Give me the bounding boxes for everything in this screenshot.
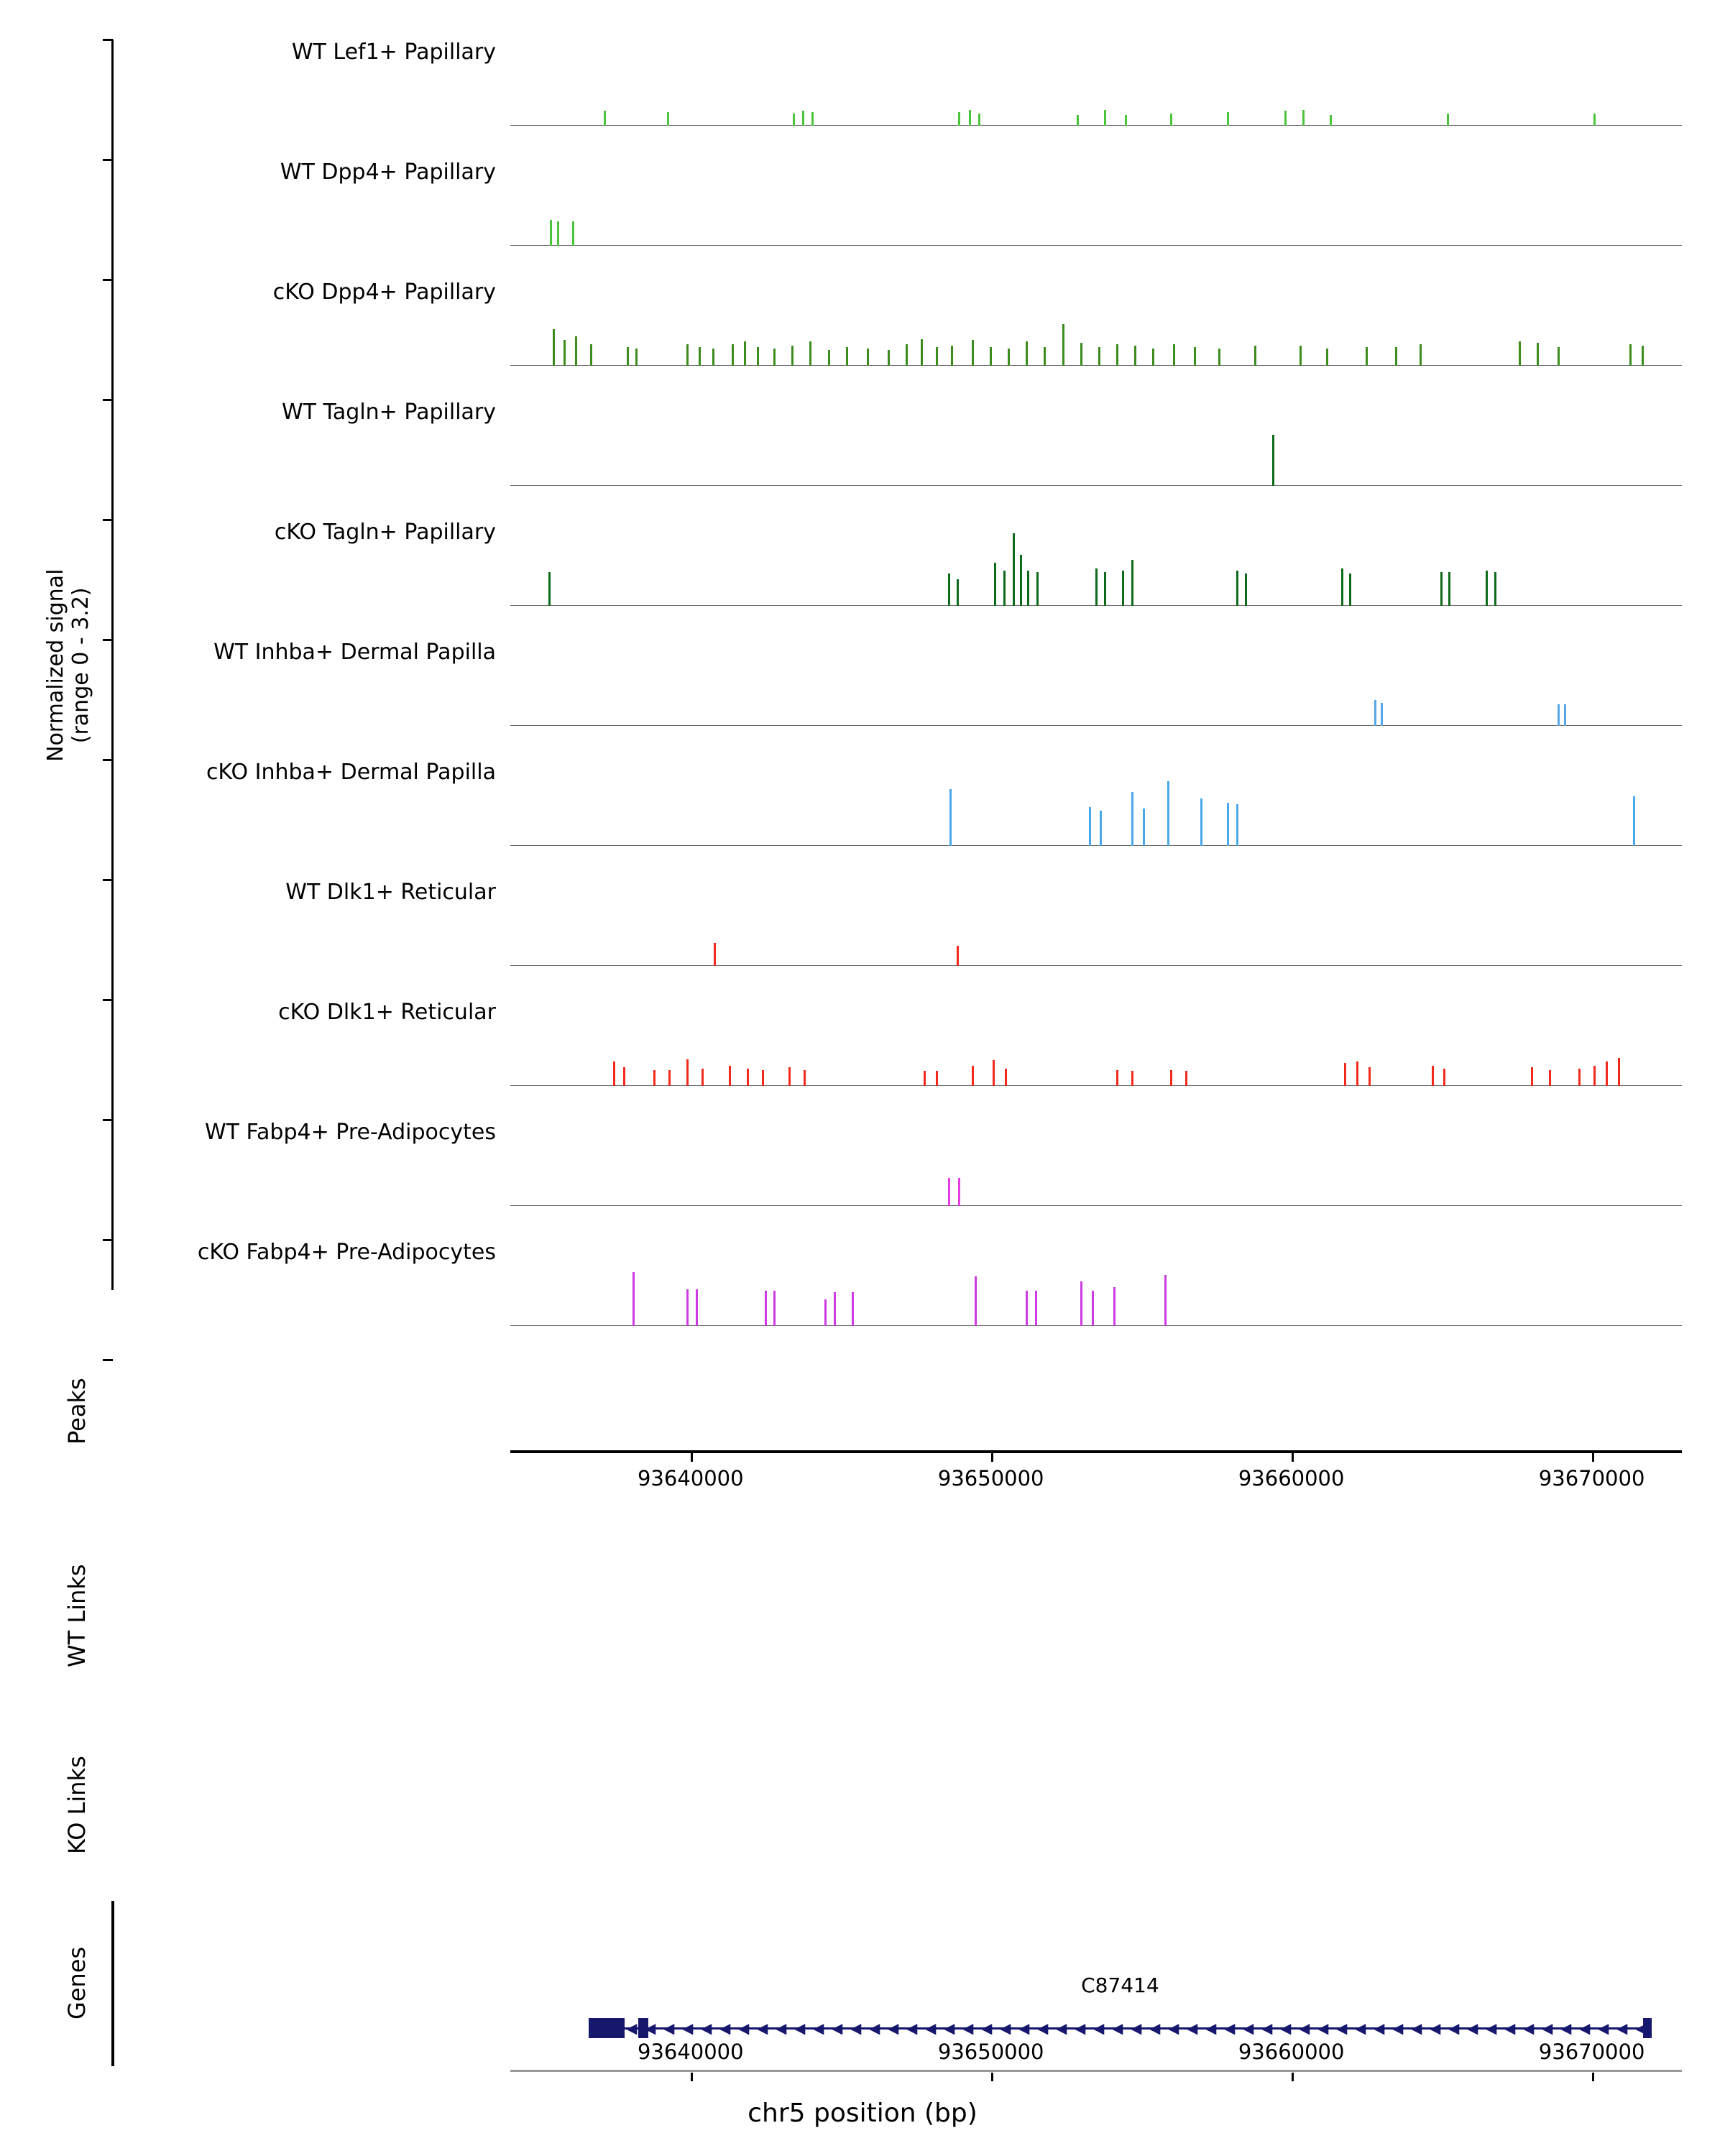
signal-peak <box>1125 115 1127 126</box>
signal-peak <box>924 1071 926 1086</box>
y-axis-label-line2: (range 0 - 3.2) <box>68 587 94 744</box>
signal-peak <box>1432 1066 1434 1086</box>
signal-peak <box>1606 1061 1608 1086</box>
gene-strand-arrow-icon: ◀ <box>681 2019 694 2037</box>
signal-peak <box>1044 347 1046 366</box>
signal-peak <box>1131 792 1133 846</box>
signal-peak <box>1549 1070 1551 1087</box>
gene-strand-arrow-icon: ◀ <box>962 2019 974 2037</box>
gene-strand-arrow-icon: ◀ <box>999 2019 1011 2037</box>
gene-strand-arrow-icon: ◀ <box>887 2019 899 2037</box>
axis-tick <box>691 2073 693 2081</box>
signal-peak <box>1100 811 1102 846</box>
signal-peak <box>575 336 577 366</box>
signal-peak <box>1420 344 1422 366</box>
gene-name: C87414 <box>1081 1973 1159 1997</box>
signal-peak <box>1131 1071 1133 1086</box>
signal-peak <box>765 1291 767 1326</box>
axis-tick-label: 93650000 <box>937 2040 1044 2064</box>
signal-peak <box>1080 343 1082 366</box>
signal-peak <box>1356 1061 1358 1086</box>
signal-peak <box>1152 349 1154 366</box>
signal-peak <box>1170 1070 1172 1087</box>
peaks-axis-line <box>510 1450 1682 1453</box>
gene-strand-arrow-icon: ◀ <box>1634 2019 1647 2037</box>
signal-peak <box>1122 571 1124 606</box>
signal-peak <box>762 1070 764 1087</box>
gene-strand-arrow-icon: ◀ <box>737 2019 750 2037</box>
signal-peak <box>1618 1058 1620 1086</box>
signal-peak <box>804 1070 806 1087</box>
signal-peak <box>948 573 950 606</box>
signal-peak <box>1448 572 1450 606</box>
track-signal-area <box>510 1240 1682 1326</box>
axis-tick-label: 93640000 <box>637 1466 744 1491</box>
signal-peak <box>635 349 638 366</box>
signal-peak <box>1013 533 1015 606</box>
track-baseline <box>510 245 1682 247</box>
signal-peak <box>604 111 606 126</box>
coverage-track <box>0 1240 1725 1326</box>
signal-peak <box>613 1061 615 1086</box>
track-label: WT Inhba+ Dermal Papilla <box>213 640 496 665</box>
gene-strand-arrow-icon: ◀ <box>906 2019 918 2037</box>
signal-peak <box>557 221 559 246</box>
signal-peak <box>1531 1067 1533 1086</box>
signal-peak <box>824 1299 827 1327</box>
track-signal-area <box>510 520 1682 606</box>
signal-peak <box>1245 573 1247 606</box>
gene-strand-arrow-icon: ◀ <box>719 2019 731 2037</box>
axis-tick-label: 93670000 <box>1538 1466 1645 1491</box>
track-signal-area <box>510 640 1682 726</box>
signal-peak <box>1486 571 1488 606</box>
signal-peak <box>1447 114 1449 126</box>
signal-peak <box>1077 115 1079 126</box>
signal-peak <box>686 1059 689 1087</box>
axis-tick <box>691 1453 693 1462</box>
signal-peak <box>1302 110 1305 126</box>
signal-peak <box>936 347 938 366</box>
axis-tick <box>1292 1453 1294 1462</box>
signal-peak <box>990 347 992 366</box>
gene-strand-arrow-icon: ◀ <box>794 2019 806 2037</box>
signal-peak <box>668 1070 671 1087</box>
axis-tick-label: 93660000 <box>1238 2040 1345 2064</box>
signal-peak <box>1104 572 1106 606</box>
signal-peak <box>773 1291 776 1326</box>
signal-peak <box>994 563 996 606</box>
signal-peak <box>846 347 848 366</box>
signal-peak <box>949 789 952 846</box>
signal-peak <box>867 349 869 366</box>
coverage-track <box>0 1000 1725 1086</box>
coverage-track <box>0 760 1725 846</box>
gene-strand-arrow-icon: ◀ <box>1223 2019 1236 2037</box>
track-label: WT Dpp4+ Papillary <box>280 160 496 185</box>
coverage-track <box>0 640 1725 726</box>
signal-peak <box>686 344 689 366</box>
gene-strand-arrow-icon: ◀ <box>1074 2019 1086 2037</box>
signal-peak <box>553 329 555 366</box>
track-label: cKO Dpp4+ Papillary <box>272 280 496 305</box>
signal-peak <box>1008 349 1010 366</box>
coverage-track <box>0 880 1725 966</box>
signal-peak <box>1395 347 1397 366</box>
coverage-track <box>0 400 1725 486</box>
track-label: WT Tagln+ Papillary <box>282 400 496 425</box>
signal-peak <box>972 340 974 366</box>
signal-peak <box>1020 555 1022 606</box>
track-baseline <box>510 125 1682 126</box>
gene-strand-arrow-icon: ◀ <box>1261 2019 1273 2037</box>
gene-strand-arrow-icon: ◀ <box>1186 2019 1198 2037</box>
y-axis-label-line1: Normalized signal <box>43 568 68 762</box>
signal-peak <box>1629 344 1632 366</box>
signal-peak <box>1218 349 1220 366</box>
signal-peak <box>1537 343 1539 366</box>
gene-strand-arrow-icon: ◀ <box>1149 2019 1161 2037</box>
signal-peak <box>1113 1287 1116 1326</box>
gene-strand-arrow-icon: ◀ <box>1130 2019 1142 2037</box>
signal-peak <box>921 339 923 367</box>
signal-peak <box>590 344 592 366</box>
gene-strand-arrow-icon: ◀ <box>1466 2019 1478 2037</box>
track-signal-area <box>510 400 1682 486</box>
gene-strand-arrow-icon: ◀ <box>1242 2019 1254 2037</box>
signal-peak <box>1089 807 1091 846</box>
track-label: cKO Inhba+ Dermal Papilla <box>206 760 496 785</box>
signal-peak <box>809 341 811 366</box>
signal-peak <box>1026 1291 1028 1326</box>
signal-peak <box>1272 435 1274 486</box>
signal-peak <box>1062 324 1064 366</box>
signal-peak <box>811 112 814 126</box>
gene-strand-arrow-icon: ◀ <box>700 2019 712 2037</box>
coverage-track <box>0 520 1725 606</box>
x-axis-title: chr5 position (bp) <box>748 2099 978 2128</box>
gene-strand-arrow-icon: ◀ <box>1167 2019 1179 2037</box>
gene-strand-arrow-icon: ◀ <box>868 2019 880 2037</box>
signal-peak <box>1005 1069 1007 1086</box>
gene-strand-arrow-icon: ◀ <box>663 2019 675 2037</box>
signal-peak <box>969 110 971 126</box>
gene-strand-arrow-icon: ◀ <box>1616 2019 1628 2037</box>
gene-strand-arrow-icon: ◀ <box>850 2019 862 2037</box>
signal-peak <box>1236 804 1238 846</box>
signal-peak <box>1173 344 1175 366</box>
signal-peak <box>1254 346 1256 366</box>
track-signal-area <box>510 760 1682 846</box>
signal-peak <box>732 344 734 366</box>
signal-peak <box>747 1069 749 1086</box>
signal-peak <box>702 1069 704 1086</box>
track-baseline <box>510 845 1682 847</box>
signal-peak <box>793 114 795 126</box>
gene-strand-arrow-icon: ◀ <box>943 2019 955 2037</box>
signal-peak <box>1344 1063 1346 1086</box>
signal-peak <box>1578 1069 1581 1086</box>
gene-strand-arrow-icon: ◀ <box>1111 2019 1123 2037</box>
signal-peak <box>1381 703 1383 726</box>
signal-peak <box>1300 346 1302 366</box>
signal-peak <box>936 1071 938 1086</box>
signal-peak <box>686 1289 689 1326</box>
signal-peak <box>1227 803 1229 846</box>
signal-peak <box>1134 346 1136 366</box>
signal-peak <box>888 350 890 367</box>
gene-strand-arrow-icon: ◀ <box>1335 2019 1348 2037</box>
signal-peak <box>1368 1067 1371 1086</box>
gene-strand-arrow-icon: ◀ <box>1504 2019 1516 2037</box>
track-label: cKO Dlk1+ Reticular <box>278 1000 496 1025</box>
signal-peak <box>1167 781 1169 846</box>
track-baseline <box>510 965 1682 967</box>
gene-strand-arrow-icon: ◀ <box>1279 2019 1292 2037</box>
coverage-track <box>0 280 1725 366</box>
signal-peak <box>828 350 830 367</box>
signal-peak <box>906 344 908 366</box>
gene-strand-arrow-icon: ◀ <box>1522 2019 1535 2037</box>
signal-peak <box>1236 571 1238 606</box>
bottom-axis-line <box>510 2070 1682 2072</box>
track-signal-area <box>510 880 1682 966</box>
signal-peak <box>729 1066 731 1086</box>
signal-peak <box>1116 344 1118 366</box>
signal-peak <box>791 346 794 366</box>
signal-peak <box>852 1292 854 1326</box>
signal-peak <box>712 349 714 366</box>
genes-section-label: Genes <box>63 1946 91 2019</box>
signal-peak <box>1341 568 1343 607</box>
track-signal-area <box>510 1120 1682 1206</box>
signal-peak <box>548 572 551 606</box>
signal-peak <box>1349 573 1351 606</box>
coverage-track <box>0 160 1725 246</box>
signal-peak <box>1593 114 1596 126</box>
gene-strand-arrow-icon: ◀ <box>1578 2019 1591 2037</box>
gene-strand-arrow-icon: ◀ <box>1092 2019 1105 2037</box>
signal-peak <box>1098 347 1100 366</box>
track-label: WT Fabp4+ Pre-Adipocytes <box>205 1120 496 1145</box>
coverage-track <box>0 1120 1725 1206</box>
genes-panel-spine <box>111 1901 114 2066</box>
signal-peak <box>550 220 552 246</box>
signal-peak <box>744 341 746 366</box>
gene-strand-arrow-icon: ◀ <box>1317 2019 1329 2037</box>
signal-peak <box>623 1067 625 1086</box>
signal-peak <box>1443 1069 1445 1086</box>
signal-peak <box>653 1070 656 1087</box>
signal-peak <box>1035 1291 1037 1326</box>
signal-peak <box>714 943 716 966</box>
axis-tick-label: 93660000 <box>1238 1466 1345 1491</box>
signal-peak <box>1440 572 1443 606</box>
signal-peak <box>957 946 959 966</box>
axis-tick <box>1592 2073 1594 2081</box>
track-label: cKO Fabp4+ Pre-Adipocytes <box>197 1240 496 1265</box>
gene-strand-arrow-icon: ◀ <box>1055 2019 1067 2037</box>
gene-strand-arrow-icon: ◀ <box>756 2019 768 2037</box>
signal-peak <box>1170 114 1172 126</box>
signal-peak <box>773 349 776 366</box>
gene-strand-arrow-icon: ◀ <box>625 2019 638 2037</box>
signal-peak <box>958 1178 960 1206</box>
gene-strand-arrow-icon: ◀ <box>924 2019 937 2037</box>
gene-strand-arrow-icon: ◀ <box>775 2019 787 2037</box>
track-signal-area <box>510 160 1682 246</box>
gene-strand-arrow-icon: ◀ <box>1560 2019 1572 2037</box>
signal-peak <box>696 1289 698 1326</box>
gene-strand-arrow-icon: ◀ <box>1448 2019 1460 2037</box>
signal-peak <box>1116 1070 1118 1087</box>
gene-strand-arrow-icon: ◀ <box>980 2019 993 2037</box>
axis-tick-label: 93650000 <box>937 1466 1044 1491</box>
signal-peak <box>1092 1291 1094 1326</box>
signal-peak <box>972 1066 974 1086</box>
gene-strand-arrow-icon: ◀ <box>1541 2019 1553 2037</box>
coverage-track <box>0 40 1725 126</box>
gene-strand-arrow-icon: ◀ <box>1018 2019 1030 2037</box>
signal-peak <box>1494 572 1496 606</box>
signal-peak <box>1284 111 1287 126</box>
signal-peak <box>1164 1275 1167 1326</box>
signal-peak <box>1366 347 1368 366</box>
gene-strand-arrow-icon: ◀ <box>1205 2019 1217 2037</box>
track-label: cKO Tagln+ Papillary <box>274 520 496 545</box>
signal-peak <box>1330 115 1332 126</box>
signal-peak <box>1185 1071 1187 1086</box>
signal-peak <box>1027 571 1029 606</box>
gene-strand-arrow-icon: ◀ <box>644 2019 656 2037</box>
signal-peak <box>1080 1281 1082 1326</box>
track-baseline <box>510 1205 1682 1207</box>
signal-peak <box>1642 346 1644 366</box>
gene-exon <box>589 2018 625 2038</box>
signal-peak <box>632 1272 635 1326</box>
gene-strand-arrow-icon: ◀ <box>812 2019 824 2037</box>
axis-tick <box>1592 1453 1594 1462</box>
signal-peak <box>948 1178 950 1206</box>
axis-tick <box>1292 2073 1294 2081</box>
gene-strand-arrow-icon: ◀ <box>1354 2019 1366 2037</box>
signal-peak <box>1200 798 1202 846</box>
signal-peak <box>1326 349 1328 366</box>
track-baseline <box>510 485 1682 487</box>
signal-peak <box>788 1067 791 1086</box>
ko-links-section-label: KO Links <box>63 1756 91 1854</box>
signal-peak <box>1036 572 1039 606</box>
gene-strand-arrow-icon: ◀ <box>831 2019 843 2037</box>
peaks-section-label: Peaks <box>63 1378 91 1445</box>
track-signal-area <box>510 1000 1682 1086</box>
gene-strand-arrow-icon: ◀ <box>1373 2019 1385 2037</box>
gene-strand-arrow-icon: ◀ <box>1298 2019 1310 2037</box>
signal-peak <box>627 347 629 366</box>
signal-peak <box>1131 560 1133 606</box>
axis-tick <box>991 1453 993 1462</box>
signal-peak <box>757 347 759 366</box>
wt-links-section-label: WT Links <box>63 1564 91 1667</box>
track-signal-area <box>510 280 1682 366</box>
signal-peak <box>1227 112 1229 126</box>
gene-strand-arrow-icon: ◀ <box>1597 2019 1609 2037</box>
signal-peak <box>1519 341 1521 366</box>
signal-peak <box>1374 700 1376 726</box>
axis-tick <box>103 1359 113 1361</box>
axis-tick <box>991 2073 993 2081</box>
signal-peak <box>1564 704 1566 726</box>
signal-peak <box>951 346 953 366</box>
gene-strand-arrow-icon: ◀ <box>1429 2019 1441 2037</box>
signal-peak <box>1558 347 1560 366</box>
track-baseline <box>510 725 1682 727</box>
signal-peak <box>1558 704 1560 726</box>
signal-peak <box>1095 568 1098 607</box>
gene-strand-arrow-icon: ◀ <box>1036 2019 1049 2037</box>
axis-tick-label: 93640000 <box>637 2040 744 2064</box>
track-signal-area <box>510 40 1682 126</box>
signal-peak <box>802 111 804 126</box>
signal-peak <box>993 1060 995 1086</box>
signal-peak <box>1593 1066 1596 1086</box>
track-label: WT Lef1+ Papillary <box>291 40 496 65</box>
signal-peak <box>1026 341 1028 366</box>
signal-peak <box>667 112 669 126</box>
signal-peak <box>572 221 574 246</box>
signal-peak <box>958 112 960 126</box>
signal-peak <box>978 114 980 126</box>
axis-tick-label: 93670000 <box>1538 2040 1645 2064</box>
signal-peak <box>699 347 701 366</box>
signal-peak <box>975 1276 977 1326</box>
track-label: WT Dlk1+ Reticular <box>285 880 496 905</box>
signal-peak <box>1194 347 1196 366</box>
signal-peak <box>834 1292 836 1326</box>
signal-peak <box>1633 796 1635 846</box>
signal-peak <box>1104 110 1106 126</box>
signal-peak <box>957 579 959 607</box>
gene-strand-arrow-icon: ◀ <box>1485 2019 1497 2037</box>
gene-strand-arrow-icon: ◀ <box>1410 2019 1422 2037</box>
signal-peak <box>1003 571 1006 606</box>
signal-peak <box>1143 808 1145 847</box>
signal-peak <box>564 340 566 366</box>
gene-strand-arrow-icon: ◀ <box>1392 2019 1404 2037</box>
